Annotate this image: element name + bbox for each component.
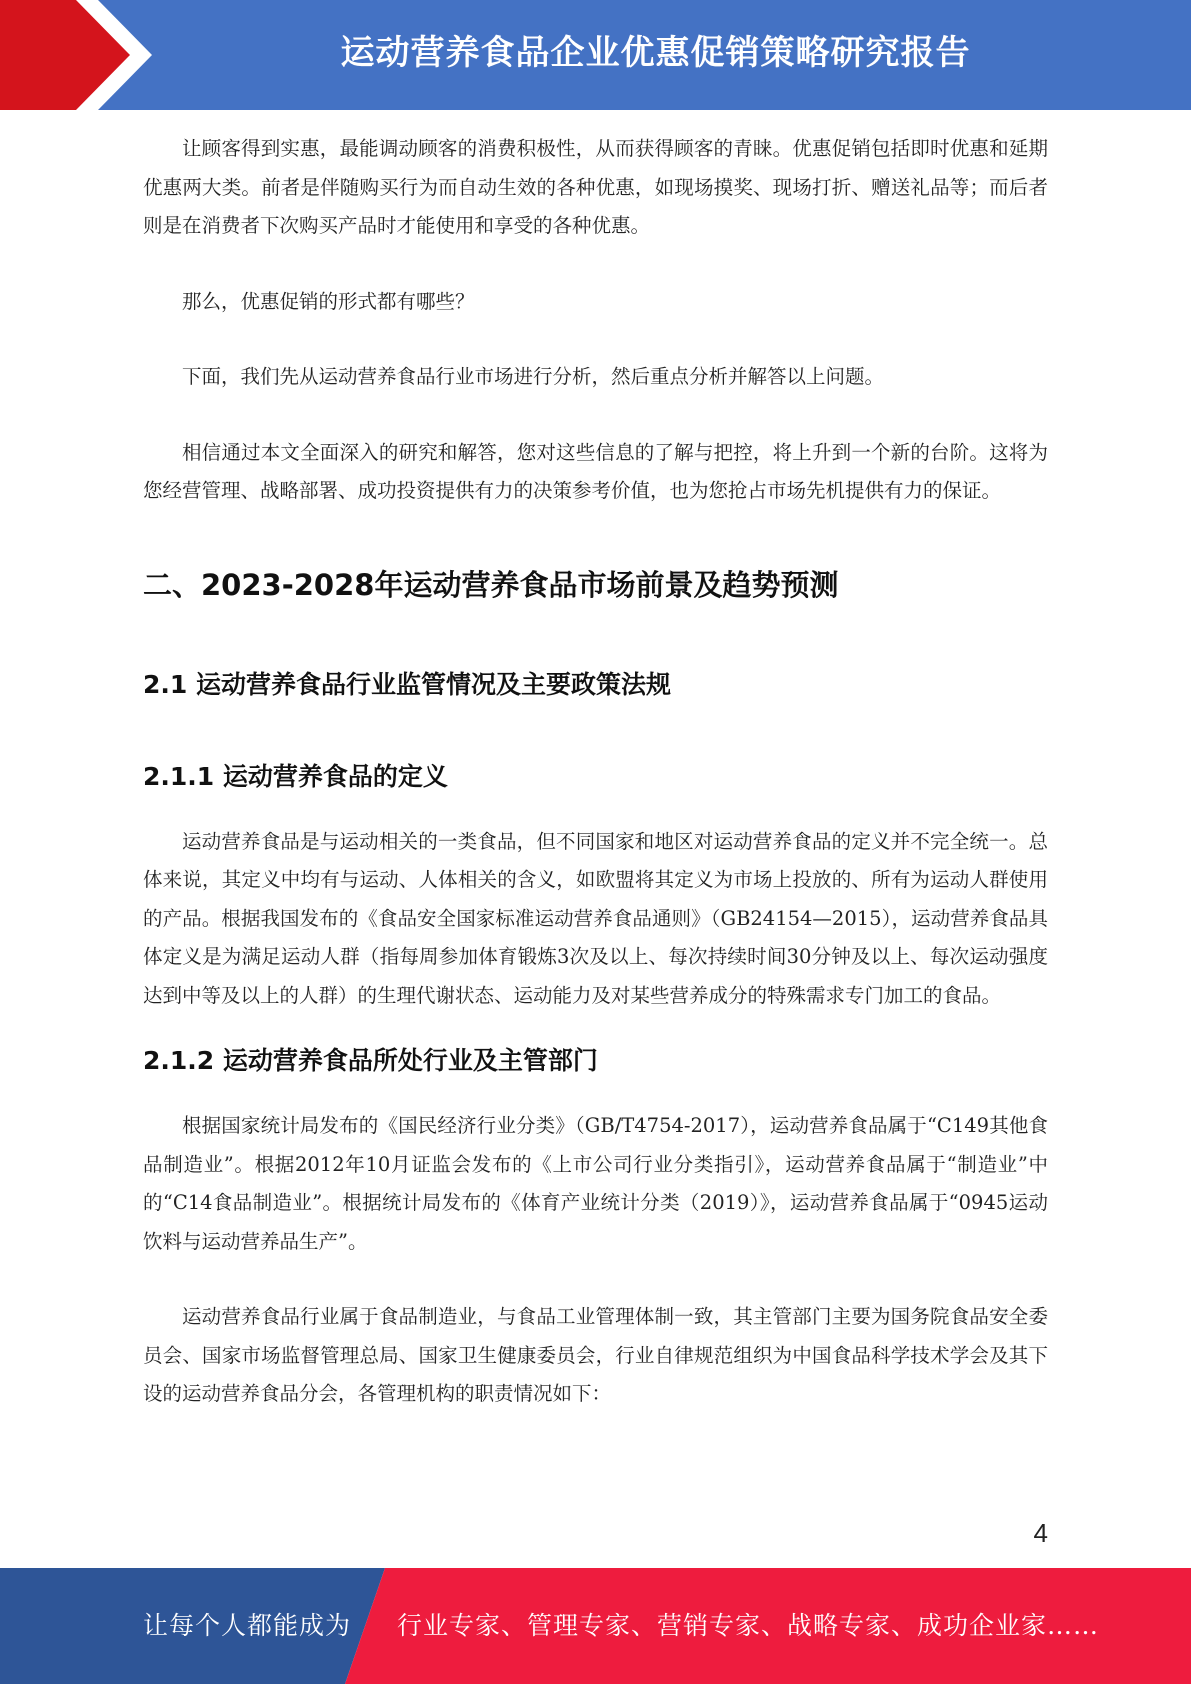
page-number: 4 bbox=[1033, 1518, 1048, 1548]
document-body bbox=[143, 130, 1048, 1414]
subsection-heading: 2.1.1 运动营养食品的定义 bbox=[143, 761, 448, 791]
intro-paragraph: 下面，我们先从运动营养食品行业市场进行分析，然后重点分析并解答以上问题。 bbox=[182, 365, 885, 388]
footer-slogan-left: 让每个人都能成为 bbox=[143, 1611, 352, 1640]
footer-slogan-right: 行业专家、管理专家、营销专家、战略专家、成功企业家…… bbox=[397, 1611, 1100, 1640]
subsection-heading: 2.1 运动营养食品行业监管情况及主要政策法规 bbox=[143, 669, 671, 699]
definition-paragraph: 运动营养食品是与运动相关的一类食品，但不同国家和地区对运动营养食品的定义并不完全统一。总体来说，其定义中均有与运动、人体相关的含义，如欧盟将其定义为市场上投放的、所有为运动人群使用的产品。根据我国发布的《食品安全国家标准运动营养食品通则》（GB24154—2015），运动营养食品具体定义是为满足运动人群（指每周参加体育锻炼3次及以上、每次持续时间30分钟及以上、每次运动强度达到中等及以上的人群）的生理代谢状态、运动能力及对某些营养成分的特殊需求专门加工的食品。 bbox=[143, 829, 1048, 1007]
intro-paragraph: 相信通过本文全面深入的研究和解答，您对这些信息的了解与把控，将上升到一个新的台阶。这将为您经营管理、战略部署、成功投资提供有力的决策参考价值，也为您抢占市场先机提供有力的保证。 bbox=[143, 440, 1048, 502]
subsection-heading: 2.1.2 运动营养食品所处行业及主管部门 bbox=[143, 1046, 598, 1075]
report-title: 运动营养食品企业优惠促销策略研究报告 bbox=[340, 33, 971, 73]
footer-banner bbox=[0, 1568, 1191, 1684]
industry-paragraph: 根据国家统计局发布的《国民经济行业分类》（GB/T4754-2017），运动营养食品属于“C149其他食品制造业”。根据2012年10月证监会发布的《上市公司行业分类指引》，运动营养食品属于“制造业”中的“C14食品制造业”。根据统计局发布的《体育产业统计分类（2019）》，运动营养食品属于“0945运动饮料与运动营养品生产”。 bbox=[143, 1114, 1048, 1253]
intro-paragraph: 让顾客得到实惠，最能调动顾客的消费积极性，从而获得顾客的青睐。优惠促销包括即时优惠和延期优惠两大类。前者是伴随购买行为而自动生效的各种优惠，如现场摸奖、现场打折、赠送礼品等；而后者则是在消费者下次购买产品时才能使用和享受的各种优惠。 bbox=[143, 137, 1048, 237]
intro-paragraph: 那么，优惠促销的形式都有哪些？ bbox=[182, 289, 475, 313]
section-heading: 二、2023-2028年运动营养食品市场前景及趋势预测 bbox=[143, 567, 839, 602]
header-banner bbox=[0, 0, 1191, 110]
chevron-arrow-icon bbox=[0, 0, 160, 110]
industry-paragraph: 运动营养食品行业属于食品制造业，与食品工业管理体制一致，其主管部门主要为国务院食品安全委员会、国家市场监督管理总局、国家卫生健康委员会，行业自律规范组织为中国食品科学技术学会及其下设的运动营养食品分会，各管理机构的职责情况如下： bbox=[143, 1305, 1048, 1405]
